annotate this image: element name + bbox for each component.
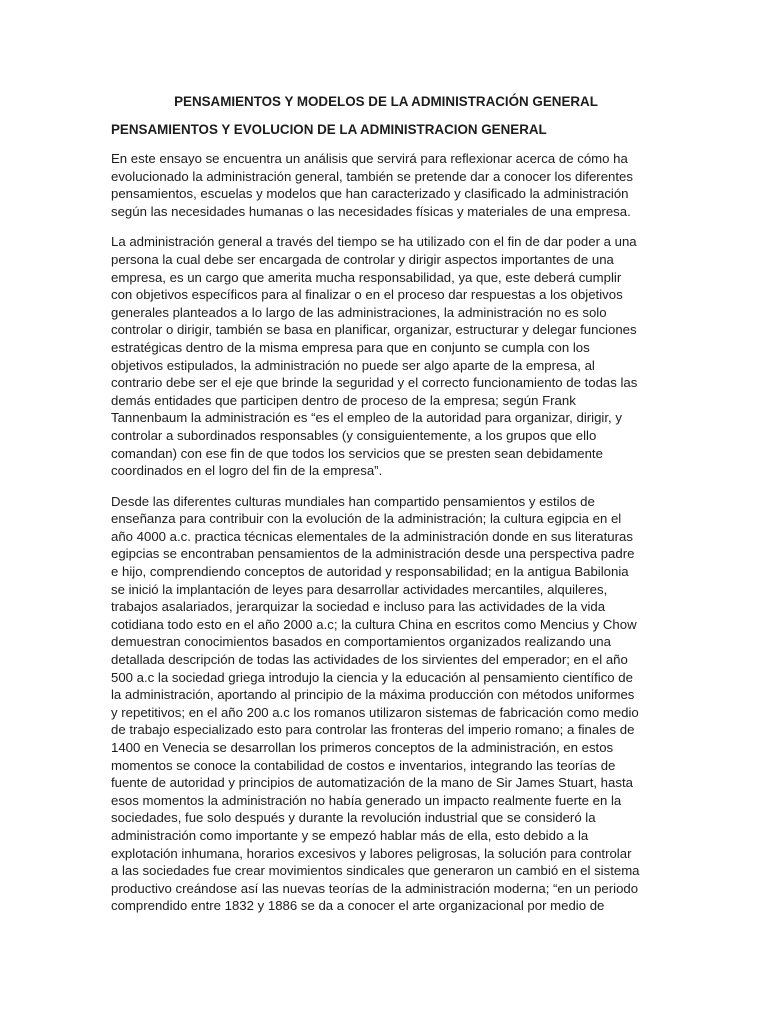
- paragraph-line: evolucionado la administración general, también se pretende dar a conocer los diferentes: [111, 168, 633, 184]
- paragraph-line: explotación inhumana, horarios excesivos y labores peligrosas, la solución para controlar: [111, 845, 632, 861]
- paragraph-line: En este ensayo se encuentra un análisis que servirá para reflexionar acerca de cómo ha: [111, 151, 628, 166]
- paragraph: [111, 493, 661, 915]
- paragraph-line: La administración general a través del tiempo se ha utilizado con el fin de dar poder a una: [111, 234, 637, 250]
- paragraph: [111, 150, 661, 220]
- paragraph-line: y repetitivos; en el año 200 a.c los romanos utilizaron sistemas de fabricación como medio: [111, 704, 639, 720]
- paragraph-line: la administración, aportando al principio de la máxima producción con métodos uniformes: [111, 687, 635, 703]
- paragraph-line: fuente de autoridad y principios de automatización de la mano de Sir James Stuart, hasta: [111, 775, 633, 791]
- paragraph-line: controlar o dirigir, también se basa en planificar, organizar, estructurar y delegar funciones: [111, 322, 637, 338]
- paragraph-line: estratégicas dentro de la misma empresa para que en conjunto se cumpla con los: [111, 339, 590, 355]
- paragraph-line: detallada descripción de todas las actividades de los sirvientes del emperador; en el año: [111, 652, 628, 668]
- paragraph-line: según las necesidades humanas o las necesidades físicas y materiales de una empresa.: [111, 203, 631, 219]
- paragraph-line: egipcias se encontraban pensamientos de la administración desde una perspectiva padre: [111, 546, 635, 562]
- paragraph-line: esos momentos la administración no había generado un impacto realmente fuerte en la: [111, 792, 622, 808]
- paragraph-line: contrario debe ser el eje que brinde la seguridad y el correcto funcionamiento de todas las: [111, 375, 638, 391]
- paragraph-line: demuestran conocimientos basados en comportamientos organizados realizando una: [111, 634, 611, 650]
- paragraph-line: con objetivos específicos para al finalizar o en el proceso dar respuestas a los objetivos: [111, 287, 623, 303]
- paragraph-line: Tannenbaum la administración es “es el empleo de la autoridad para organizar, dirigir, y: [111, 410, 622, 426]
- paragraph-line: e hijo, comprendiendo conceptos de autoridad y responsabilidad; en la antigua Babilonia: [111, 564, 629, 580]
- paragraph-line: de trabajo especializado esto para controlar las fronteras del imperio romano; a finales de: [111, 722, 635, 738]
- paragraph-line: enseñanza para contribuir con la evolución de la administración; la cultura egipcia en el: [111, 511, 622, 527]
- section-heading: PENSAMIENTOS Y EVOLUCION DE LA ADMINISTRACION GENERAL: [111, 122, 547, 137]
- paragraphs-container: [111, 150, 661, 915]
- paragraph-line: 1400 en Venecia se desarrollan los primeros conceptos de la administración, en estos: [111, 740, 614, 755]
- paragraph-line: productivo creándose así las nuevas teorías de la administración moderna; “en un periodo: [111, 880, 639, 896]
- paragraph-line: demás entidades que participen dentro de proceso de la empresa; según Frank: [111, 392, 576, 408]
- paragraph-line: generales planteados a lo largo de las administraciones, la administración no es solo: [111, 304, 607, 320]
- paragraph-line: objetivos estipulados, la administración no puede ser algo aparte de la empresa, al: [111, 357, 595, 373]
- paragraph-line: coordinados en el logro del fin de la empresa”.: [111, 463, 383, 479]
- paragraph-line: momentos se conoce la contabilidad de costos e inventarios, integrando las teorías de: [111, 757, 616, 773]
- paragraph-line: comprendido entre 1832 y 1886 se da a conocer el arte organizacional por medio de: [111, 898, 605, 914]
- paragraph: [111, 233, 661, 479]
- paragraph-line: año 4000 a.c. practica técnicas elementales de la administración donde en sus literaturas: [111, 528, 633, 544]
- paragraph-line: empresa, es un cargo que amerita mucha responsabilidad, ya que, este deberá cumplir: [111, 269, 622, 285]
- document-body: [111, 93, 661, 928]
- paragraph-line: cotidiana todo esto en el año 2000 a.c; la cultura China en escritos como Mencius y Chow: [111, 616, 637, 632]
- paragraph-line: controlar a subordinados responsables (y consiguientemente, a los grupos que ello: [111, 427, 597, 443]
- paragraph-line: administración como importante y se empezó hablar más de ella, esto debido a la: [111, 827, 589, 843]
- paragraph-line: 500 a.c la sociedad griega introdujo la ciencia y la educación al pensamiento científico de: [111, 669, 633, 685]
- paragraph-line: trabajos asalariados, jerarquizar la sociedad e incluso para las actividades de la vida: [111, 599, 606, 615]
- document-title: PENSAMIENTOS Y MODELOS DE LA ADMINISTRACIÓN GENERAL: [174, 94, 598, 109]
- paragraph-line: Desde las diferentes culturas mundiales han compartido pensamientos y estilos de: [111, 493, 595, 509]
- paragraph-line: comandan) con ese fin de que todos los servicios que se presten sean debidamente: [111, 445, 603, 461]
- paragraph-line: a las sociedades fue crear movimientos sindicales que generaron un cambió en el sistema: [111, 863, 640, 879]
- paragraph-line: se inició la implantación de leyes para desarrollar actividades mercantiles, alquileres,: [111, 581, 608, 597]
- paragraph-line: pensamientos, escuelas y modelos que han caracterizado y clasificado la administración: [111, 186, 629, 202]
- paragraph-line: sociedades, fue solo después y durante la revolución industrial que se consideró la: [111, 810, 596, 826]
- paragraph-line: persona la cual debe ser encargada de controlar y dirigir aspectos importantes de una: [111, 251, 614, 267]
